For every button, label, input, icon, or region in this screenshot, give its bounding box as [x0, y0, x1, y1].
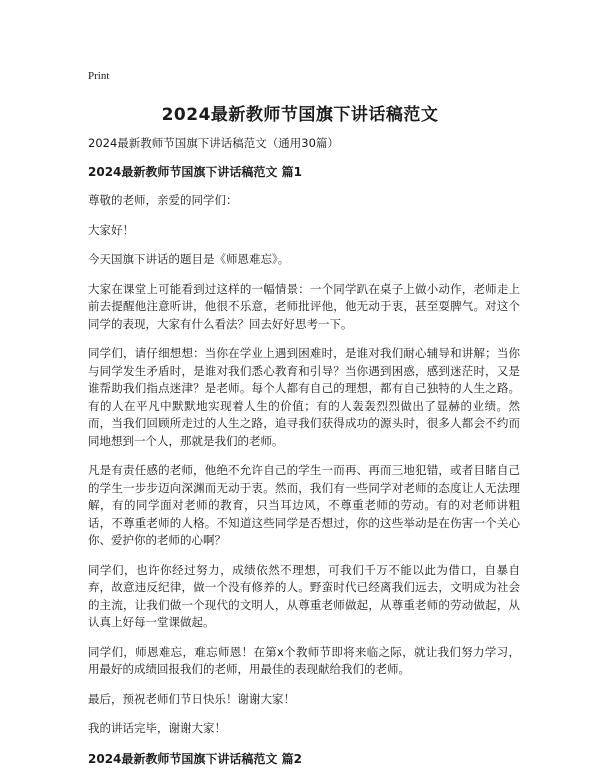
paragraph: 凡是有责任感的老师，他绝不允许自己的学生一而再、再而三地犯错，或者目睹自己的学生一步步迈向深渊而无动于衷。然而，我们有一些同学对老师的态度让人无法理解，有的同学面对老师的教育，只当耳边风，不尊重老师的劳动。有的对老师讲粗话，不尊重老师的人格。不知道这些同学是否想过，你的这些举动是在伤害一个关心你、爱护你的老师的心啊？	[88, 463, 520, 547]
paragraph: 今天国旗下讲话的题目是《师恩难忘》。	[88, 252, 290, 266]
page-title: 2024最新教师节国旗下讲话稿范文	[161, 105, 439, 125]
paragraph: 我的讲话完毕，谢谢大家！	[88, 721, 226, 735]
section-heading-2: 2024最新教师节国旗下讲话稿范文 篇2	[88, 751, 302, 766]
paragraph: 尊敬的老师，亲爱的同学们：	[88, 193, 238, 207]
document-subtitle: 2024最新教师节国旗下讲话稿范文（通用30篇）	[88, 136, 339, 150]
section-heading-1: 2024最新教师节国旗下讲话稿范文 篇1	[88, 165, 302, 179]
paragraph: 同学们，师恩难忘，难忘师恩！在第x个教师节即将来临之际，就让我们努力学习，用最好的成绩回报我们的老师，用最佳的表现献给我们的老师。	[88, 644, 520, 676]
paragraph: 同学们，请仔细想想：当你在学业上遇到困难时，是谁对我们耐心辅导和讲解；当你与同学发生矛盾时，是谁对我们悉心教育和引导？当你遇到困惑，感到迷茫时，又是谁帮助我们指点迷津？是老师。每个人都有自己的理想，都有自己独特的人生之路。有的人在平凡中默默地实现着人生的价值；有的人轰轰烈烈做出了显赫的业绩。然而，当我们回顾所走过的人生之路，追寻我们获得成功的源头时，很多人都会不约而同地想到一个人，那就是我们的老师。	[88, 346, 520, 448]
paragraph: 最后，预祝老师们节日快乐！谢谢大家！	[88, 691, 295, 706]
paragraph: 同学们，也许你经过努力，成绩依然不理想，可我们千万不能以此为借口，自暴自弃，故意违反纪律，做一个没有修养的人。野蛮时代已经离我们远去，文明成为社会的主流，让我们做一个现代的文明人，从尊重老师做起，从尊重老师的劳动做起，从认真上好每一堂课做起。	[88, 562, 520, 629]
print-label[interactable]: Print	[88, 70, 110, 82]
document-body	[88, 134, 520, 779]
paragraph: 大家好！	[88, 222, 134, 237]
paragraph: 大家在课堂上可能看到过这样的一幅情景：一个同学趴在桌子上做小动作，老师走上前去提醒他注意听讲，他很不乐意，老师批评他，他无动于衷，甚至耍脾气。对这个同学的表现，大家有什么看法？回去好好思考一下。	[88, 281, 520, 331]
